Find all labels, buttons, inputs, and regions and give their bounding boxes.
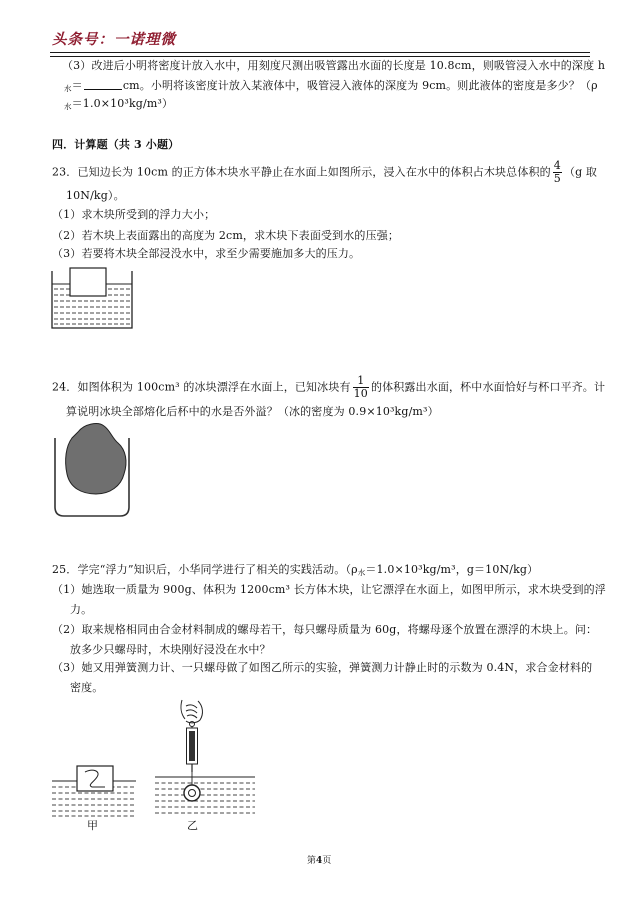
q25-part2-line2: 放多少只螺母时，木块刚好浸没在水中？ [70, 643, 271, 656]
q25-line1-text-b: ＝1.0×10³kg/m³，g＝10N/kg） [365, 563, 539, 576]
q23-part2: （2）若木块上表面露出的高度为 2cm，求木块下表面受到水的压强； [52, 229, 400, 242]
nut [184, 785, 200, 801]
figure-q23 [52, 268, 132, 328]
section-heading: 四．计算题（共 3 小题） [52, 138, 180, 151]
figure-label-yi: 乙 [187, 819, 199, 832]
q23-fraction [553, 160, 562, 185]
q24-line1-text-a: 24．如图体积为 100cm³ 的冰块漂浮在水面上，已知冰块有 [52, 380, 351, 394]
hand-outline-right [186, 701, 202, 723]
page-suffix: 页 [322, 856, 332, 866]
hand-finger [186, 710, 197, 713]
hand-outline-left [181, 700, 185, 719]
q23-line1-text-a: 23．已知边长为 10cm 的正方体木块水平静止在水面上如图所示，浸入在水中的体积占木块总体积的 [52, 165, 551, 179]
spring-scale-core [189, 731, 195, 761]
hand [181, 700, 202, 723]
wooden-cube [70, 268, 106, 296]
q23-line1 [52, 160, 597, 185]
q22-part3-line3-text: ＝1.0×10³kg/m³） [71, 97, 174, 110]
q23-part3: （3）若要将木块全部浸没水中，求至少需要施加多大的压力。 [52, 247, 361, 260]
ice-block [66, 424, 126, 494]
figure-yi [155, 700, 255, 813]
answer-blank [84, 79, 122, 90]
q22-part3-line1: （3）改进后小明将密度计放入水中，用刻度尺测出吸管露出水面的长度是 10.8cm，则吸管浸入水中的深度 h [62, 59, 606, 72]
q25-part1-line1: （1）她选取一质量为 900g、体积为 1200cm³ 长方体木块，让它漂浮在水面上，如图甲所示，求木块受到的浮 [52, 583, 606, 596]
q24-line2: 算说明冰块全部熔化后杯中的水是否外溢？（冰的密度为 0.9×10³kg/m³） [66, 405, 439, 418]
q24-line1 [52, 375, 605, 400]
header-rule-thick [50, 52, 590, 53]
hand-finger [186, 705, 197, 708]
subscript-water: 水 [64, 102, 72, 111]
q25-part1-line2: 力。 [70, 603, 93, 616]
subscript-water: 水 [357, 568, 366, 577]
q22-part3-line2 [64, 79, 598, 96]
hand-finger [187, 715, 197, 718]
q22-part3-line3 [64, 97, 173, 114]
equals-sign: ＝ [71, 79, 83, 92]
header-rule-thin [50, 56, 590, 57]
fraction-denominator: 5 [553, 172, 561, 185]
q23-part1: （1）求木块所受到的浮力大小； [52, 208, 216, 221]
q23-line1-text-b: （g 取 [563, 165, 598, 179]
figure-label-jia: 甲 [87, 819, 99, 832]
fraction-numerator: 4 [553, 159, 561, 172]
q23-line2: 10N/kg）。 [66, 189, 125, 202]
q25-part2-line1: （2）取来规格相同由合金材料制成的螺母若干，每只螺母质量为 60g，将螺母逐个放置在漂浮的木块上。问： [52, 623, 598, 636]
q24-fraction [353, 375, 369, 400]
header-title: 头条号：一诺理微 [52, 32, 176, 48]
q24-line1-text-b: 的体积露出水面，杯中水面恰好与杯口平齐。计 [370, 380, 606, 394]
q25-line1-text-a: 25．学完“浮力”知识后，小华同学进行了相关的实践活动。（ρ [52, 563, 358, 576]
scale-ring [190, 722, 195, 727]
page-number: 4 [316, 856, 323, 866]
fraction-numerator: 1 [357, 374, 365, 387]
q25-part3-line2: 密度。 [70, 681, 104, 694]
q25-part3-line1: （3）她又用弹簧测力计、一只螺母做了如图乙所示的实验，弹簧测力计静止时的示数为 0.4N，求合金材料的 [52, 661, 593, 674]
figure-q24 [55, 424, 129, 516]
page-prefix: 第 [307, 856, 317, 866]
page-footer [307, 856, 331, 867]
q25-line1 [52, 563, 538, 580]
fraction-denominator: 10 [353, 387, 368, 400]
figure-jia [52, 766, 136, 816]
subscript-water: 水 [64, 84, 72, 93]
q22-part3-line2-text: cm。小明将该密度计放入某液体中，吸管浸入液体的深度为 9cm。则此液体的密度是多少？（ρ [122, 79, 598, 92]
